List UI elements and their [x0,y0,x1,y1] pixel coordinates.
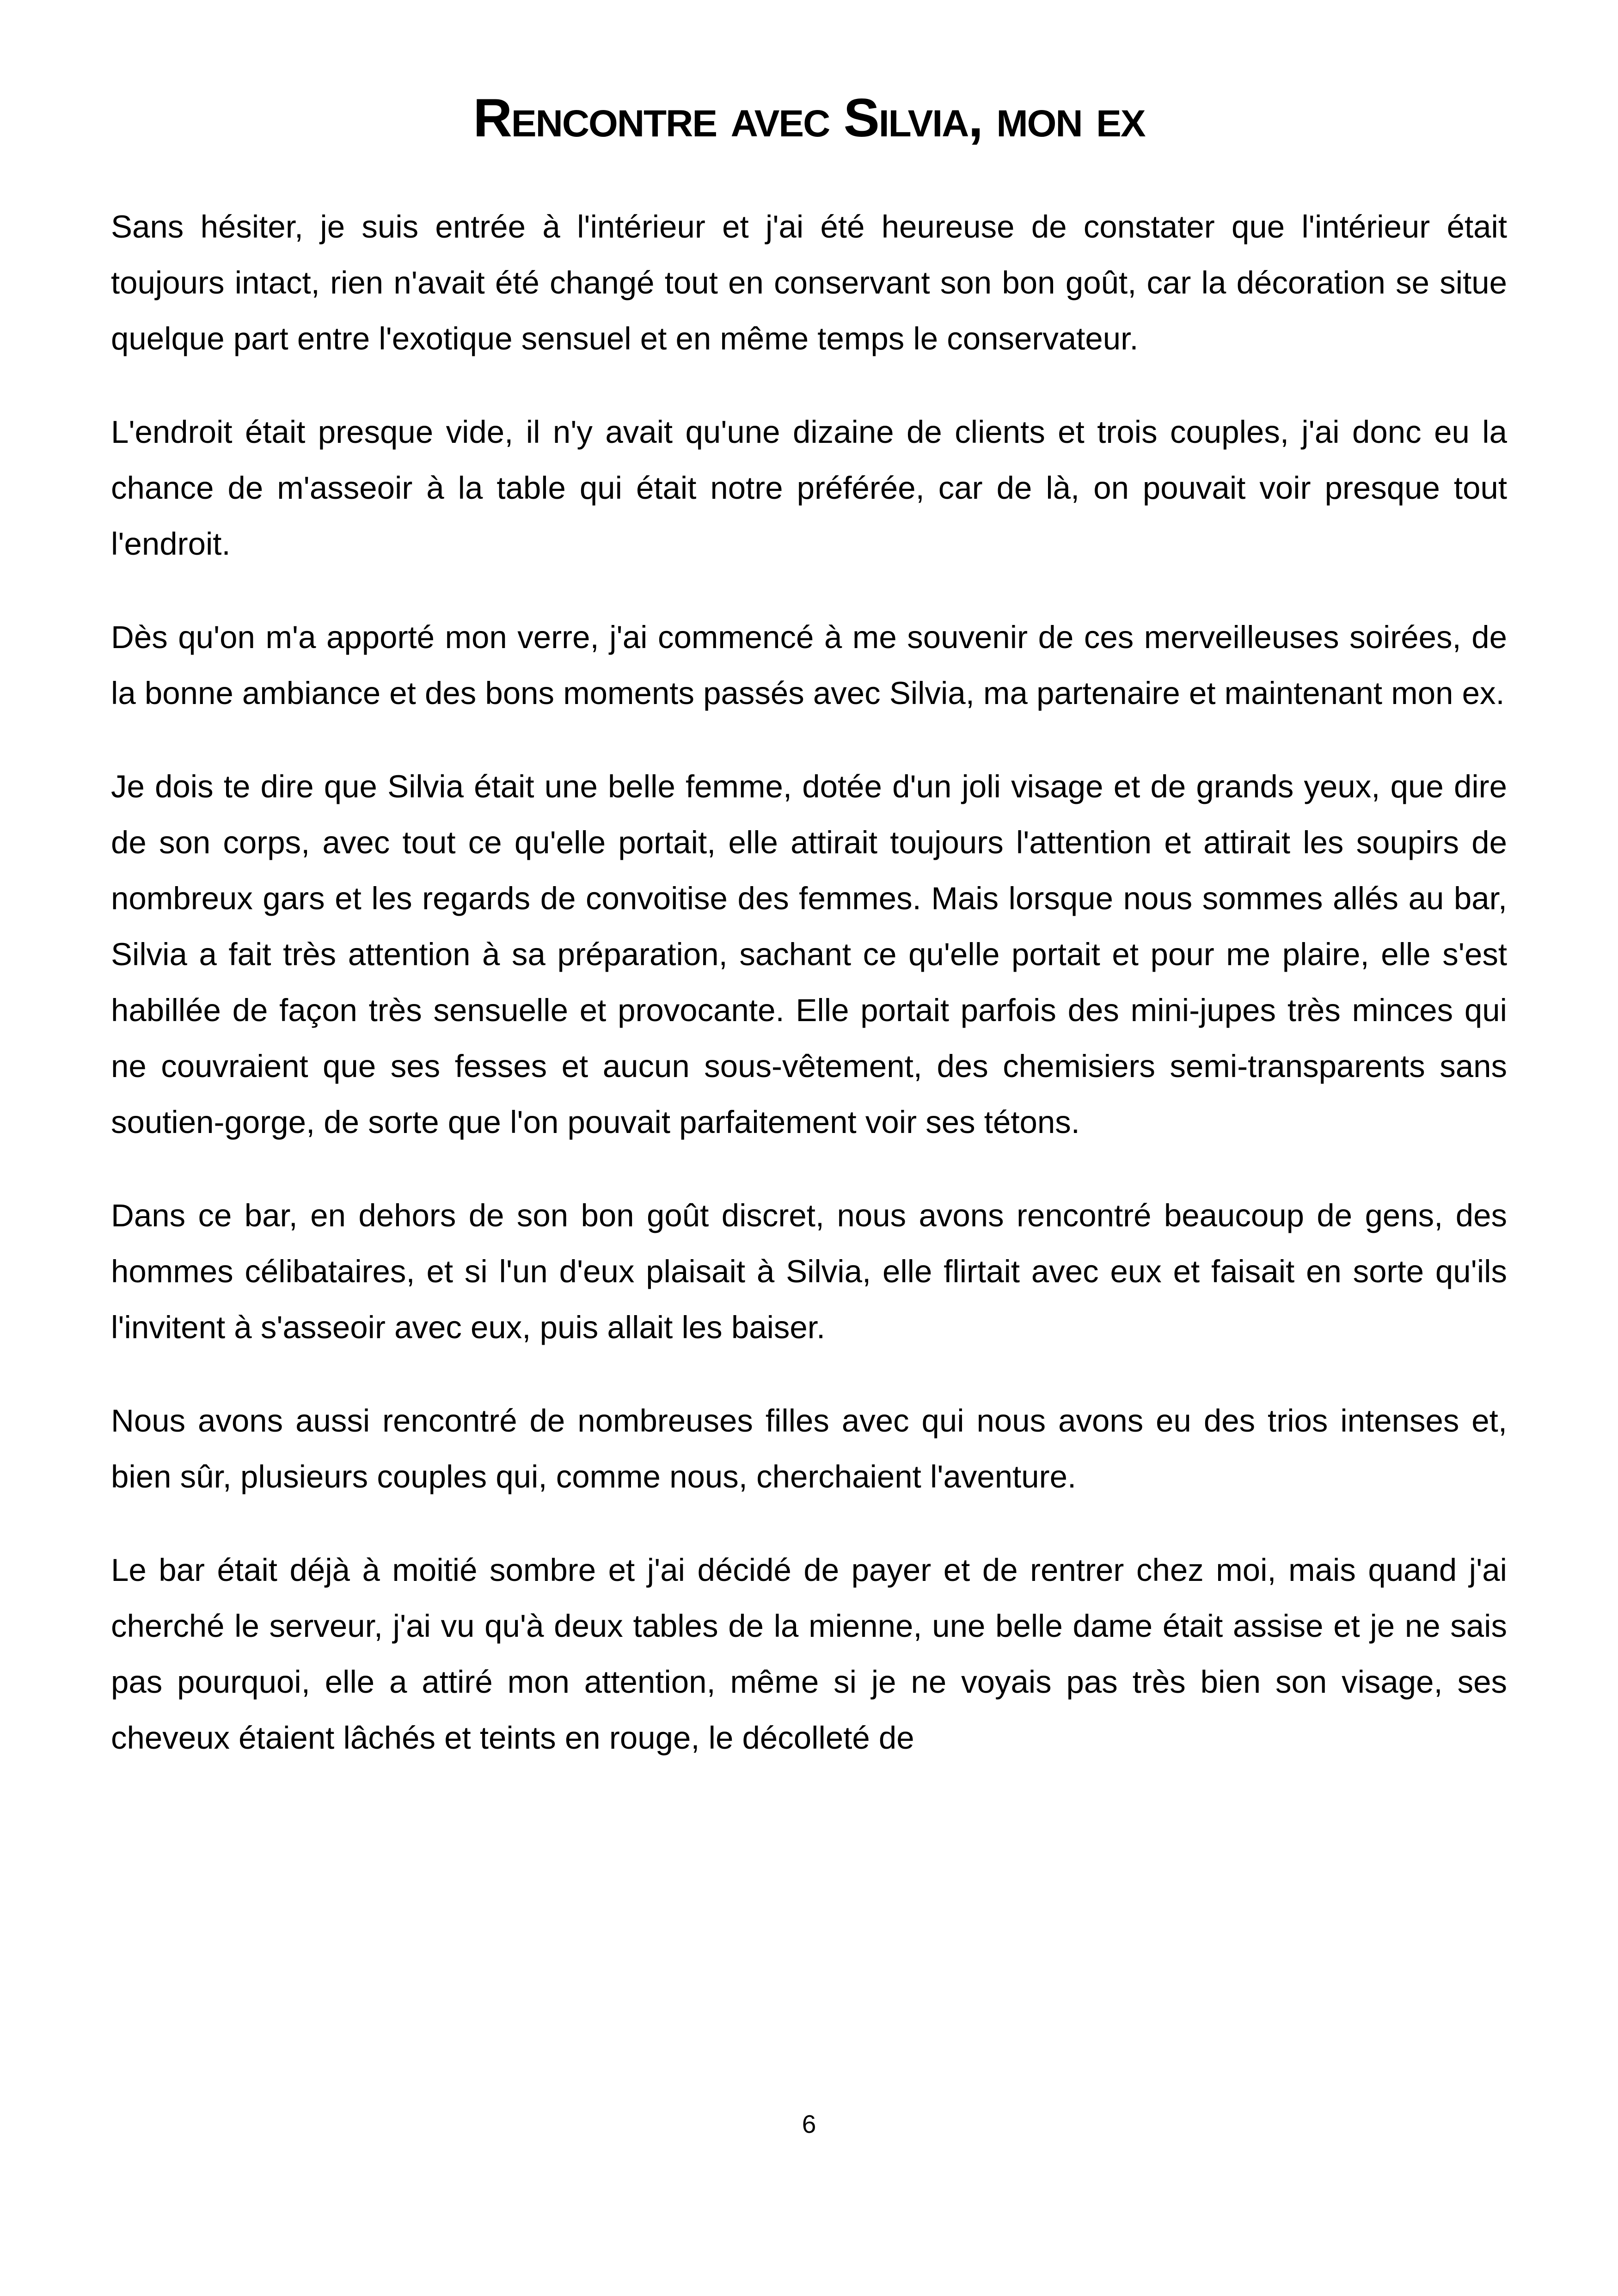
paragraph-7: Le bar était déjà à moitié sombre et j'ai décidé de payer et de rentrer chez moi, mais quand j'ai cherché le serveur, j'ai vu qu'à deux tables de la mienne, une belle dame était assise et je ne sais pas pourquoi, elle a attiré mon attention, même si je ne voyais pas très bien son visage, ses cheveux étaient lâchés et teints en rouge, le décolleté de [111,1552,1507,1756]
paragraph-4: Je dois te dire que Silvia était une belle femme, dotée d'un joli visage et de grands yeux, que dire de son corps, avec tout ce qu'elle portait, elle attirait toujours l'attention et attirait les soupirs de nombreux gars et les regards de convoitise des femmes. Mais lorsque nous sommes allés au bar, Silvia a fait très attention à sa préparation, sachant ce qu'elle portait et pour me plaire, elle s'est habillée de façon très sensuelle et provocante. Elle portait parfois des mini-jupes très minces qui ne couvraient que ses fesses et aucun sous-vêtement, des chemisiers semi-transparents sans soutien-gorge, de sorte que l'on pouvait parfaitement voir ses tétons. [111,769,1507,1140]
body-text [111,199,1507,1803]
paragraph-1: Sans hésiter, je suis entrée à l'intérieur et j'ai été heureuse de constater que l'intérieur était toujours intact, rien n'avait été changé tout en conservant son bon goût, car la décoration se situe quelque part entre l'exotique sensuel et en même temps le conservateur. [111,209,1507,356]
paragraph-2: L'endroit était presque vide, il n'y avait qu'une dizaine de clients et trois couples, j'ai donc eu la chance de m'asseoir à la table qui était notre préférée, car de là, on pouvait voir presque tout l'endroit. [111,414,1507,562]
paragraph-6: Nous avons aussi rencontré de nombreuses filles avec qui nous avons eu des trios intenses et, bien sûr, plusieurs couples qui, comme nous, cherchaient l'aventure. [111,1403,1507,1494]
paragraph-5: Dans ce bar, en dehors de son bon goût discret, nous avons rencontré beaucoup de gens, des hommes célibataires, et si l'un d'eux plaisait à Silvia, elle flirtait avec eux et faisait en sorte qu'ils l'invitent à s'asseoir avec eux, puis allait les baiser. [111,1198,1507,1345]
paragraph-3: Dès qu'on m'a apporté mon verre, j'ai commencé à me souvenir de ces merveilleuses soirées, de la bonne ambiance et des bons moments passés avec Silvia, ma partenaire et maintenant mon ex. [111,619,1507,711]
chapter-title: Rencontre avec Silvia, mon ex [473,87,1145,148]
page-number: 6 [802,2110,816,2138]
